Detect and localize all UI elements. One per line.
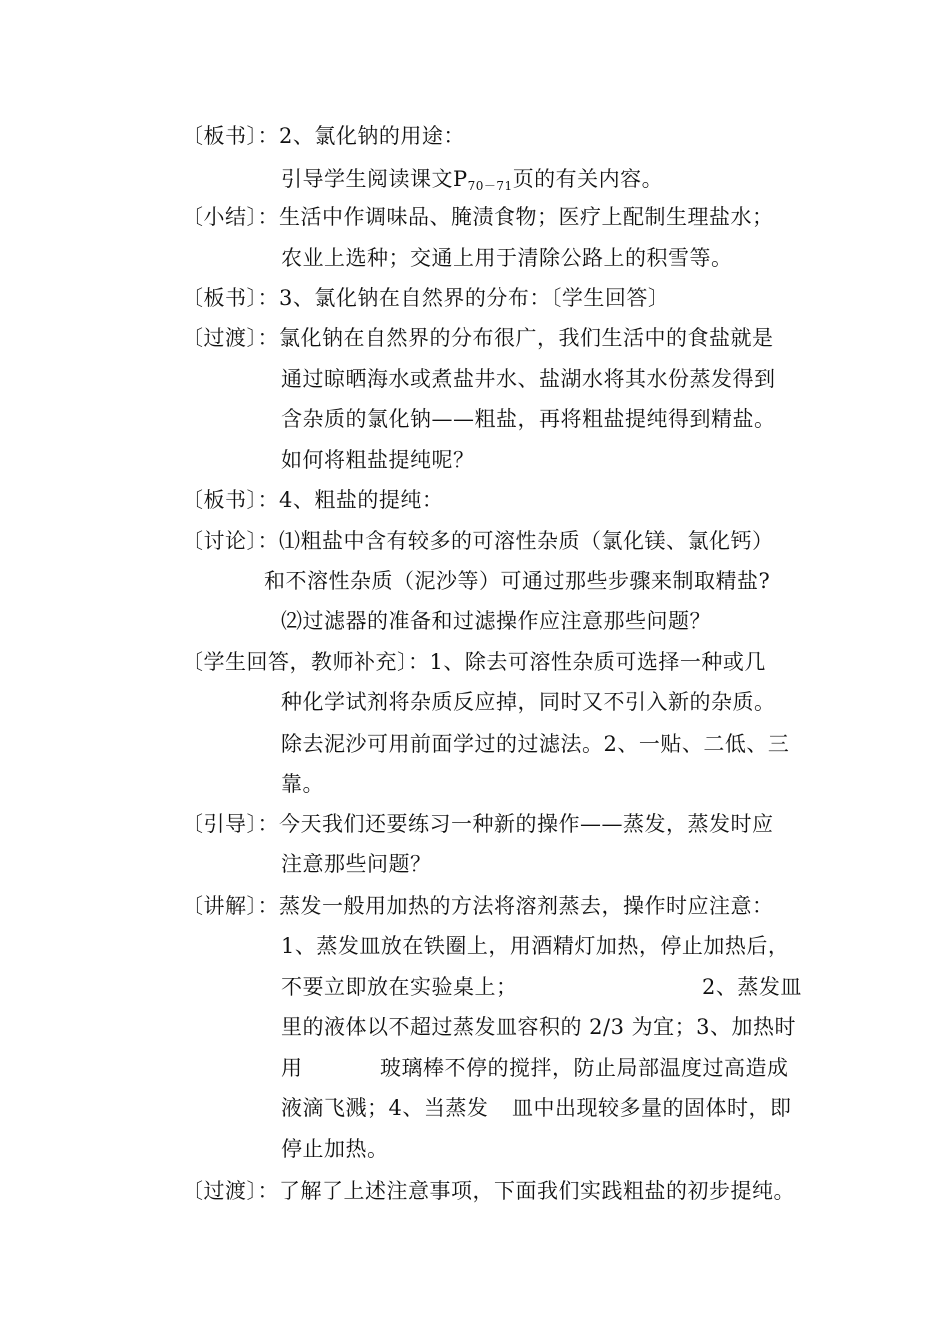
text-line: 注意那些问题？ — [281, 852, 432, 876]
text-line: 含杂质的氯化钠——粗盐，再将粗盐提纯得到精盐。 — [281, 407, 776, 431]
text-line: 种化学试剂将杂质反应掉，同时又不引入新的杂质。 — [281, 690, 776, 714]
text-line: 〔板书〕：2、氯化钠的用途： — [182, 124, 465, 148]
text-line: 〔板书〕：3、氯化钠在自然界的分布：〔学生回答〕 — [182, 286, 670, 310]
text-line: 如何将粗盐提纯呢？ — [281, 448, 475, 472]
text-line: 和不溶性杂质（泥沙等）可通过那些步骤来制取精盐? — [264, 569, 771, 593]
text-line — [281, 164, 663, 197]
text-line: 靠。 — [281, 772, 324, 796]
text-line: 〔过渡〕：氯化钠在自然界的分布很广，我们生活中的食盐就是 — [182, 326, 774, 350]
text-line: 〔引导〕：今天我们还要练习一种新的操作——蒸发，蒸发时应 — [182, 812, 774, 836]
text-line: 皿中出现较多量的固体时，即 — [512, 1096, 792, 1120]
text-line: 不要立即放在实验桌上； — [281, 975, 518, 999]
text-line: ⑵过滤器的准备和过滤操作应注意那些问题？ — [281, 609, 711, 633]
text-line: 玻璃棒不停的搅拌，防止局部温度过高造成 — [380, 1056, 789, 1080]
text-segment: 页的有关内容。 — [512, 167, 664, 191]
text-line: 〔讨论〕：⑴粗盐中含有较多的可溶性杂质（氯化镁、氯化钙） — [182, 529, 774, 553]
page-range-subscript: 70－71 — [467, 179, 513, 193]
text-line: 里的液体以不超过蒸发皿容积的 2/3 为宜；3、加热时 — [281, 1015, 797, 1039]
text-line: 〔学生回答，教师补充〕：1、除去可溶性杂质可选择一种或几 — [182, 650, 766, 674]
text-line: 〔板书〕：4、粗盐的提纯： — [182, 488, 444, 512]
text-line: 农业上选种；交通上用于清除公路上的积雪等。 — [281, 246, 733, 270]
text-segment: 引导学生阅读课文P — [281, 167, 468, 191]
text-line: 液滴飞溅；4、当蒸发 — [281, 1096, 489, 1120]
text-line: 用 — [281, 1056, 303, 1080]
text-line: 1、蒸发皿放在铁圈上，用酒精灯加热，停止加热后， — [281, 934, 790, 958]
text-line: 〔讲解〕：蒸发一般用加热的方法将溶剂蒸去，操作时应注意： — [182, 894, 774, 918]
text-line: 2、蒸发皿 — [702, 975, 802, 999]
text-line: 〔过渡〕：了解了上述注意事项，下面我们实践粗盐的初步提纯。 — [182, 1179, 795, 1203]
text-line: 停止加热。 — [281, 1137, 389, 1161]
text-line: 通过晾晒海水或煮盐井水、盐湖水将其水份蒸发得到 — [281, 367, 776, 391]
text-line: 除去泥沙可用前面学过的过滤法。2、一贴、二低、三 — [281, 732, 790, 756]
text-line: 〔小结〕：生活中作调味品、腌渍食物；医疗上配制生理盐水； — [182, 205, 774, 229]
